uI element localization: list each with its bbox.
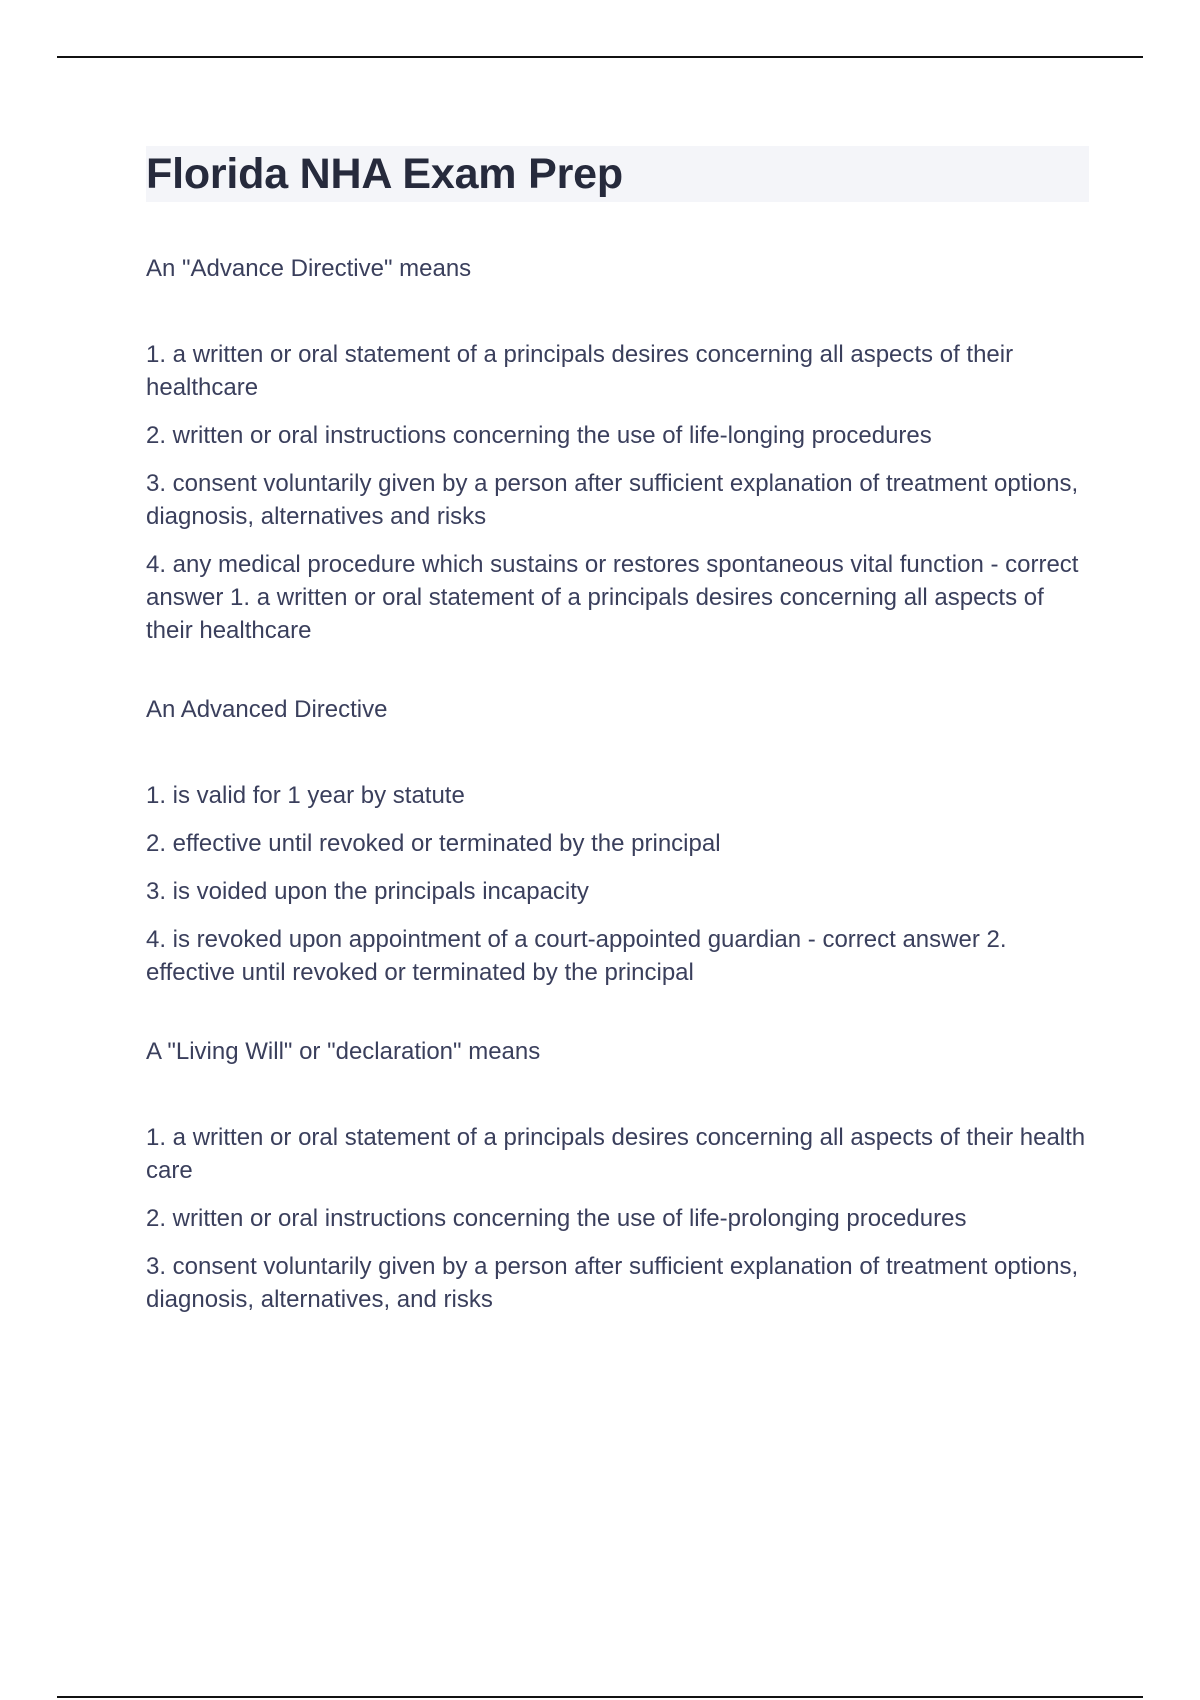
option-item: 2. written or oral instructions concerning the use of life-longing procedures	[146, 422, 932, 449]
option-item: 1. a written or oral statement of a principals desires concerning all aspects of their health care	[146, 1124, 1086, 1184]
option-item: 2. effective until revoked or terminated by the principal	[146, 830, 721, 857]
option-item: 3. consent voluntarily given by a person after sufficient explanation of treatment options, diagnosis, alternatives and risks	[146, 470, 1079, 530]
question-block-3	[146, 1035, 1089, 1316]
option-list	[146, 1121, 1089, 1316]
question-prompt: An Advanced Directive	[146, 696, 388, 723]
question-prompt: An "Advance Directive" means	[146, 255, 472, 282]
question-block-2	[146, 693, 1089, 989]
option-item: 1. is valid for 1 year by statute	[146, 782, 465, 809]
option-list	[146, 779, 1089, 989]
option-item: 3. consent voluntarily given by a person after sufficient explanation of treatment options, diagnosis, alternatives, and risks	[146, 1253, 1079, 1313]
option-item: 3. is voided upon the principals incapacity	[146, 878, 589, 905]
title-band	[146, 146, 1089, 202]
page-title: Florida NHA Exam Prep	[146, 149, 623, 198]
option-item-with-answer: 4. any medical procedure which sustains or restores spontaneous vital function - correct answer 1. a written or oral statement of a principals desires concerning all aspects of their healthcare	[146, 551, 1079, 644]
option-item-with-answer: 4. is revoked upon appointment of a court-appointed guardian - correct answer 2. effective until revoked or terminated by the principal	[146, 926, 1007, 986]
top-rule	[57, 56, 1143, 58]
option-item: 1. a written or oral statement of a principals desires concerning all aspects of their healthcare	[146, 341, 1014, 401]
option-item: 2. written or oral instructions concerning the use of life-prolonging procedures	[146, 1205, 967, 1232]
document-body	[146, 146, 1089, 1331]
bottom-rule	[57, 1696, 1143, 1698]
option-list	[146, 338, 1089, 647]
question-block-1	[146, 252, 1089, 647]
question-prompt: A "Living Will" or "declaration" means	[146, 1038, 541, 1065]
